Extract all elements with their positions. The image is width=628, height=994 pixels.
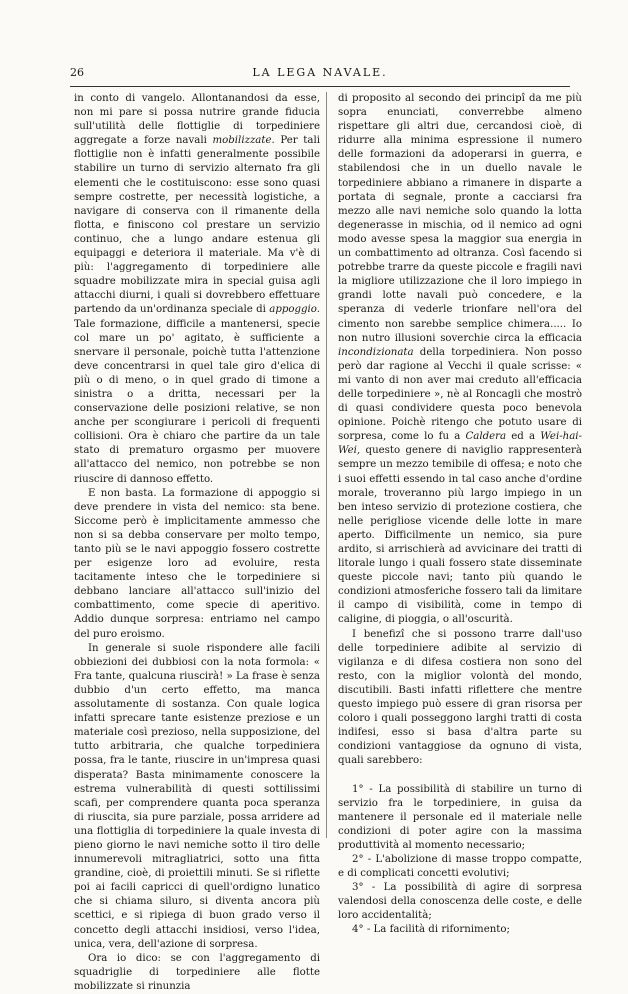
- list-item: [338, 923, 582, 937]
- text-run: della torpediniera. Non posso però dar ragione al Vecchi il quale scrisse: « mi vanto di non aver mai creduto all'efficacia delle torpediniere », nè al Roncagli che mostrò di quasi condividere questa poco benevola opinione. Poichè ritengo che potuto usare di sorpresa, come lo fu a: [338, 346, 582, 443]
- italic-text: mobilizzate.: [212, 135, 275, 147]
- italic-text: Caldera: [465, 431, 507, 443]
- page-header: [70, 66, 570, 82]
- paragraph: [338, 92, 582, 628]
- paragraph: [74, 952, 320, 994]
- italic-text: Wei-hai-Wei,: [338, 431, 582, 457]
- paragraph: [74, 642, 320, 952]
- text-run: 2° - L'abolizione di masse troppo compatte, e di complicati concetti evolutivi;: [338, 853, 582, 880]
- text-run: In generale si suole rispondere alle facili obbiezioni dei dubbiosi con la nota formola: « Fra tante, qualcuna riuscirà! » La frase è senza dubbio d'un certo effetto, ma manca assolutamente di sostanza. Con quale logica infatti sprecare tante esistenze preziose e un materiale così prezioso, nella supposizione, del tutto arbitraria, che qualche torpediniera possa, fra le tante, riuscire in un'impresa quasi disperata? Basta minimamente conoscere la estrema vulnerabilità di questi sottilissimi scafi, per comprendere quanta poca speranza di riuscita, sia pure parziale, possa arridere ad una flottiglia di torpediniere la quale investa di pieno giorno le navi nemiche sotto il tiro delle innumerevoli mitragliatrici, sotto una fitta grandine, cioè, di proiettili minuti. Se si riflette poi ai facili capricci di quell'ordigno lunatico che si chiama siluro, si diventa ancora più scettici, e si ripiega di buon grado verso il concetto degli attacchi insidiosi, verso l'idea, unica, vera, dell'azione di sorpresa.: [74, 642, 320, 950]
- text-run: in conto di vangelo. Allontanandosi da esse, non mi pare si possa nutrire grande fiducia sull'utilità delle flottiglie di torpediniere aggregate a forze navali: [74, 93, 320, 147]
- page-number: 26: [70, 66, 84, 79]
- text-run: di proposito al secondo dei principî da me più sopra enunciati, converrebbe almeno rispettare gli altri due, cercandosi cioè, di ridurre alla minima espressione il numero delle formazioni da adoperarsi in guerra, e stabilendosi che in un duello navale le torpediniere abbiano a rimanere in disparte a portata di segnale, pronte a cacciarsi fra mezzo alle navi nemiche solo quando la lotta degenerasse in mischia, od il nemico ad ogni modo avesse spesa la maggior sua energia in un combattimento ad oltranza. Così facendo si potrebbe trarre da queste piccole e fragili navi la migliore utilizzazione che il loro impiego in grandi lotte navali può concedere, e la speranza di vederle trionfare nell'ora del cimento non sarebbe semplice chimera..... Io non nutro illusioni soverchie circa la efficacia: [338, 93, 582, 344]
- text-run: questo genere di naviglio rappresenterà sempre un mezzo temibile di offesa; e noto che i suoi effetti essendo in tal caso anche d'ordine morale, troveranno più largo impiego in un ben inteso servizio di protezione costiera, che nelle perigliose vicende delle lotte in mare aperto. Difficilmente un nemico, sia pure ardito, si arrischierà ad avvicinare dei tratti di litorale lungo i quali fossero state disseminate queste piccole navi; tanto più quando le condizioni atmosferiche fossero tali da limitare il campo di visibilità, come in tempo di caligine, di pioggia, o all'oscurità.: [338, 445, 582, 626]
- text-run: 4° - La facilità di rifornimento;: [352, 924, 510, 936]
- text-run: 3° - La possibilità di agire di sorpresa valendosi della conoscenza delle coste, e delle loro accidentalità;: [338, 882, 582, 922]
- text-run: Ora io dico: se con l'aggregamento di squadriglie di torpediniere alle flotte mobilizzate si rinunzia: [74, 952, 320, 992]
- list-item: [338, 783, 582, 853]
- paragraph: [74, 487, 320, 642]
- italic-text: appoggio.: [269, 304, 320, 316]
- running-title: LA LEGA NAVALE.: [252, 66, 388, 79]
- column-divider: [326, 92, 327, 838]
- left-column: [74, 92, 320, 992]
- paragraph: [338, 628, 582, 769]
- italic-text: incondizionata: [338, 346, 414, 358]
- list-item: [338, 853, 582, 881]
- text-run: Tale formazione, difficile a mantenersi, specie col mare un po' agitato, è sufficiente a snervare il personale, poichè tutta l'attenzione deve concentrarsi in quel tale giro d'elica di più o di meno, o in quel grado di timone a sinistra o a dritta, necessari per la conservazione delle posizioni relative, se non anche per scongiurare i pericoli di frequenti collisioni. Ora è chiaro che partire da un tale stato di prematuro orgasmo per muovere all'attacco del nemico, non potrebbe se non riuscire di dannoso effetto.: [74, 318, 320, 485]
- text-run: 1° - La possibilità di stabilire un turno di servizio fra le torpediniere, in guisa da mantenere il personale ed il materiale nelle condizioni di poter agire con la massima produttività al momento necessario;: [338, 783, 582, 851]
- list-item: [338, 881, 582, 923]
- header-rule: [70, 86, 570, 87]
- paragraph: [74, 92, 320, 487]
- text-run: E non basta. La formazione di appoggio si deve prendere in vista del nemico: sta bene. Siccome però è implicitamente ammesso che non si sa debba conservare per molto tempo, tanto più se le navi appoggio fossero costrette per esigenze loro ad evoluire, resta tacitamente inteso che le torpediniere si debbano lanciare all'attacco sull'inizio del combattimento, come specie di aperitivo. Addio dunque sorpresa: entriamo nel campo del puro eroismo.: [74, 487, 320, 640]
- text-run: ed a: [506, 431, 541, 443]
- text-run: Per tali flottiglie non è infatti generalmente possibile stabilire un turno di servizio alternato fra gli elementi che le costituiscono: esse sono quasi sempre costrette, per necessità logistiche, a navigare di conserva con il rimanente della flotta, e finiscono col prestare un servizio continuo, che a lungo andare estenua gli equipaggi e deteriora il materiale. Ma v'è di più: l'aggregamento di torpediniere alle squadre mobilizzate mira in special guisa agli attacchi diurni, i quali si dovrebbero effettuare partendo da un'ordinanza speciale di: [74, 135, 320, 316]
- right-column: [338, 92, 582, 936]
- text-run: I benefizî che si possono trarre dall'uso delle torpediniere adibite al servizio di vigilanza e di difesa costiera non sono del resto, con la miglior volontà del mondo, discutibili. Basti infatti riflettere che mentre questo impiego può essere di gran risorsa per coloro i quali posseggono larghi tratti di costa indifesi, esso si basa d'altra parte su condizioni vantaggiose da ognuno di vista, quali sarebbero:: [338, 628, 582, 767]
